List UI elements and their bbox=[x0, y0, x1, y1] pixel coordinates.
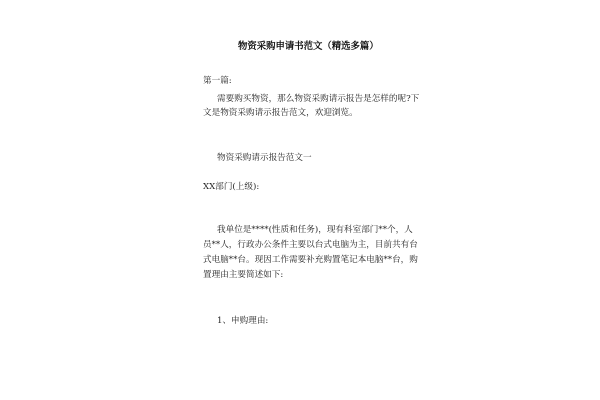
intro-line-1: 需要购买物资，那么物资采购请示报告是怎样的呢?下 bbox=[217, 94, 420, 104]
intro-line-2: 文是物资采购请示报告范文，欢迎浏览。 bbox=[203, 108, 358, 118]
body-line-3: 式电脑**台。现因工作需要补充购置笔记本电脑**台，购 bbox=[203, 255, 418, 265]
recipient-line: XX部门(上级): bbox=[203, 182, 260, 192]
list-item-1: 1、申购理由: bbox=[217, 316, 269, 326]
body-line-2: 员**人，行政办公条件主要以台式电脑为主，目前共有台 bbox=[203, 240, 418, 250]
document-title: 物资采购申请书范文（精选多篇） bbox=[238, 41, 379, 52]
report-subtitle: 物资采购请示报告范文一 bbox=[217, 153, 312, 163]
section-heading: 第一篇: bbox=[203, 76, 232, 86]
body-line-1: 我单位是****(性质和任务)，现有科室部门**个，人 bbox=[217, 225, 413, 235]
body-line-4: 置理由主要简述如下: bbox=[203, 270, 284, 280]
